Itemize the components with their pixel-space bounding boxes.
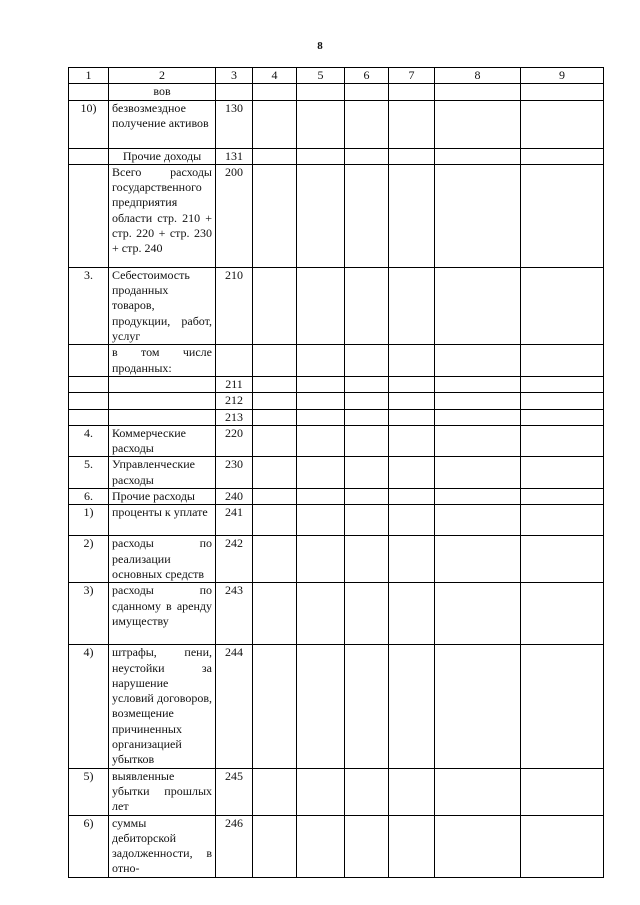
value-cell-col-7 (389, 489, 435, 505)
row-code-cell: 242 (216, 536, 253, 583)
value-cell-col-9 (521, 815, 604, 877)
value-cell-col-4 (253, 267, 297, 344)
row-code-cell: 230 (216, 457, 253, 489)
value-cell-col-6 (345, 645, 389, 768)
row-number-cell (69, 376, 109, 392)
value-cell-col-9 (521, 409, 604, 425)
row-name-cell: суммы дебиторской задолженности, в отно- (109, 815, 216, 877)
value-cell-col-4 (253, 84, 297, 100)
table-row (69, 505, 604, 536)
row-code-cell: 246 (216, 815, 253, 877)
value-cell-col-7 (389, 457, 435, 489)
value-cell-col-7 (389, 84, 435, 100)
row-number-cell: 3. (69, 267, 109, 344)
value-cell-col-9 (521, 425, 604, 457)
value-cell-col-9 (521, 84, 604, 100)
value-cell-col-5 (297, 345, 345, 377)
value-cell-col-4 (253, 345, 297, 377)
row-number-cell (69, 84, 109, 100)
value-cell-col-5 (297, 393, 345, 409)
value-cell-col-9 (521, 505, 604, 536)
value-cell-col-8 (435, 84, 521, 100)
row-number-cell: 5) (69, 768, 109, 815)
row-name-cell: расходы по сданному в аренду имуществу (109, 583, 216, 645)
table-row (69, 267, 604, 344)
table-row (69, 393, 604, 409)
header-col-8: 8 (435, 68, 521, 84)
value-cell-col-5 (297, 536, 345, 583)
value-cell-col-9 (521, 376, 604, 392)
value-cell-col-5 (297, 505, 345, 536)
value-cell-col-5 (297, 409, 345, 425)
value-cell-col-6 (345, 505, 389, 536)
row-code-cell: 200 (216, 164, 253, 267)
value-cell-col-9 (521, 645, 604, 768)
row-name-cell: расходы по реализации основных средств (109, 536, 216, 583)
value-cell-col-4 (253, 645, 297, 768)
header-row (69, 68, 604, 84)
header-col-3: 3 (216, 68, 253, 84)
value-cell-col-4 (253, 376, 297, 392)
value-cell-col-4 (253, 505, 297, 536)
row-number-cell: 10) (69, 100, 109, 148)
row-code-cell (216, 345, 253, 377)
value-cell-col-8 (435, 425, 521, 457)
value-cell-col-8 (435, 536, 521, 583)
value-cell-col-8 (435, 409, 521, 425)
value-cell-col-8 (435, 457, 521, 489)
value-cell-col-7 (389, 148, 435, 164)
value-cell-col-6 (345, 768, 389, 815)
value-cell-col-6 (345, 148, 389, 164)
value-cell-col-7 (389, 505, 435, 536)
value-cell-col-7 (389, 267, 435, 344)
value-cell-col-5 (297, 84, 345, 100)
row-name-cell: Управленческие расходы (109, 457, 216, 489)
row-code-cell: 240 (216, 489, 253, 505)
report-table (68, 67, 604, 878)
value-cell-col-7 (389, 100, 435, 148)
row-number-cell (69, 164, 109, 267)
table-body (69, 84, 604, 877)
value-cell-col-4 (253, 489, 297, 505)
value-cell-col-5 (297, 489, 345, 505)
value-cell-col-5 (297, 645, 345, 768)
value-cell-col-9 (521, 164, 604, 267)
page-number: 8 (317, 40, 323, 52)
row-code-cell: 243 (216, 583, 253, 645)
value-cell-col-8 (435, 164, 521, 267)
row-number-cell: 1) (69, 505, 109, 536)
value-cell-col-7 (389, 645, 435, 768)
value-cell-col-4 (253, 100, 297, 148)
value-cell-col-6 (345, 100, 389, 148)
value-cell-col-6 (345, 267, 389, 344)
value-cell-col-6 (345, 393, 389, 409)
value-cell-col-6 (345, 376, 389, 392)
row-code-cell: 213 (216, 409, 253, 425)
row-number-cell: 5. (69, 457, 109, 489)
header-col-1: 1 (69, 68, 109, 84)
value-cell-col-7 (389, 393, 435, 409)
value-cell-col-8 (435, 393, 521, 409)
value-cell-col-5 (297, 768, 345, 815)
table-row (69, 409, 604, 425)
value-cell-col-6 (345, 345, 389, 377)
header-col-5: 5 (297, 68, 345, 84)
value-cell-col-4 (253, 536, 297, 583)
value-cell-col-5 (297, 425, 345, 457)
value-cell-col-9 (521, 489, 604, 505)
row-code-cell: 210 (216, 267, 253, 344)
header-col-6: 6 (345, 68, 389, 84)
header-col-9: 9 (521, 68, 604, 84)
row-name-cell: безвозмездное получение активов (109, 100, 216, 148)
value-cell-col-6 (345, 815, 389, 877)
row-number-cell: 6. (69, 489, 109, 505)
value-cell-col-9 (521, 536, 604, 583)
value-cell-col-9 (521, 393, 604, 409)
row-name-cell (109, 376, 216, 392)
row-name-cell (109, 409, 216, 425)
value-cell-col-8 (435, 100, 521, 148)
row-code-cell: 245 (216, 768, 253, 815)
row-name-cell (109, 393, 216, 409)
row-number-cell: 3) (69, 583, 109, 645)
value-cell-col-9 (521, 345, 604, 377)
row-code-cell: 220 (216, 425, 253, 457)
value-cell-col-8 (435, 148, 521, 164)
table-row (69, 100, 604, 148)
table-row (69, 489, 604, 505)
row-code-cell (216, 84, 253, 100)
value-cell-col-8 (435, 505, 521, 536)
row-number-cell (69, 345, 109, 377)
row-number-cell: 4. (69, 425, 109, 457)
value-cell-col-9 (521, 768, 604, 815)
value-cell-col-6 (345, 457, 389, 489)
row-code-cell: 211 (216, 376, 253, 392)
value-cell-col-4 (253, 393, 297, 409)
value-cell-col-6 (345, 425, 389, 457)
row-code-cell: 212 (216, 393, 253, 409)
value-cell-col-7 (389, 815, 435, 877)
value-cell-col-6 (345, 489, 389, 505)
row-name-cell: Себестоимость проданных товаров, продукции, работ, услуг (109, 267, 216, 344)
row-name-cell: в том числе проданных: (109, 345, 216, 377)
row-name-cell: выявленные убытки прошлых лет (109, 768, 216, 815)
value-cell-col-8 (435, 489, 521, 505)
value-cell-col-7 (389, 583, 435, 645)
value-cell-col-5 (297, 267, 345, 344)
row-name-cell: Коммерческие расходы (109, 425, 216, 457)
row-number-cell (69, 393, 109, 409)
table-row (69, 815, 604, 877)
value-cell-col-6 (345, 583, 389, 645)
value-cell-col-5 (297, 815, 345, 877)
table-row (69, 345, 604, 377)
table-row (69, 376, 604, 392)
value-cell-col-8 (435, 583, 521, 645)
value-cell-col-8 (435, 267, 521, 344)
value-cell-col-5 (297, 100, 345, 148)
row-code-cell: 131 (216, 148, 253, 164)
value-cell-col-5 (297, 164, 345, 267)
value-cell-col-9 (521, 148, 604, 164)
header-col-4: 4 (253, 68, 297, 84)
value-cell-col-8 (435, 645, 521, 768)
value-cell-col-7 (389, 425, 435, 457)
row-number-cell (69, 148, 109, 164)
value-cell-col-9 (521, 457, 604, 489)
row-name-cell: вов (109, 84, 216, 100)
value-cell-col-8 (435, 815, 521, 877)
value-cell-col-5 (297, 376, 345, 392)
value-cell-col-7 (389, 345, 435, 377)
value-cell-col-4 (253, 425, 297, 457)
value-cell-col-9 (521, 100, 604, 148)
value-cell-col-7 (389, 164, 435, 267)
value-cell-col-5 (297, 148, 345, 164)
value-cell-col-7 (389, 768, 435, 815)
value-cell-col-6 (345, 164, 389, 267)
row-number-cell (69, 409, 109, 425)
table-row (69, 148, 604, 164)
value-cell-col-5 (297, 457, 345, 489)
row-code-cell: 244 (216, 645, 253, 768)
header-col-7: 7 (389, 68, 435, 84)
row-name-cell: Прочие доходы (109, 148, 216, 164)
value-cell-col-5 (297, 583, 345, 645)
value-cell-col-9 (521, 267, 604, 344)
row-name-cell: Всего расходы государственного предприятия области стр. 210 + стр. 220 + стр. 230 + стр. 240 (109, 164, 216, 267)
value-cell-col-6 (345, 409, 389, 425)
value-cell-col-4 (253, 768, 297, 815)
value-cell-col-4 (253, 457, 297, 489)
row-number-cell: 4) (69, 645, 109, 768)
table-row (69, 84, 604, 100)
value-cell-col-4 (253, 815, 297, 877)
value-cell-col-9 (521, 583, 604, 645)
value-cell-col-4 (253, 164, 297, 267)
value-cell-col-4 (253, 409, 297, 425)
value-cell-col-4 (253, 583, 297, 645)
table-row (69, 164, 604, 267)
value-cell-col-7 (389, 409, 435, 425)
value-cell-col-6 (345, 84, 389, 100)
row-number-cell: 2) (69, 536, 109, 583)
row-code-cell: 241 (216, 505, 253, 536)
table-row (69, 768, 604, 815)
value-cell-col-4 (253, 148, 297, 164)
row-code-cell: 130 (216, 100, 253, 148)
table-row (69, 536, 604, 583)
value-cell-col-7 (389, 376, 435, 392)
value-cell-col-6 (345, 536, 389, 583)
value-cell-col-8 (435, 768, 521, 815)
row-name-cell: проценты к уплате (109, 505, 216, 536)
value-cell-col-8 (435, 345, 521, 377)
table-row (69, 645, 604, 768)
row-name-cell: штрафы, пени, неустойки за нарушение условий договоров, возмещение причиненных организацией убытков (109, 645, 216, 768)
table-row (69, 583, 604, 645)
value-cell-col-8 (435, 376, 521, 392)
table-row (69, 457, 604, 489)
header-col-2: 2 (109, 68, 216, 84)
row-number-cell: 6) (69, 815, 109, 877)
table-row (69, 425, 604, 457)
row-name-cell: Прочие расходы (109, 489, 216, 505)
value-cell-col-7 (389, 536, 435, 583)
